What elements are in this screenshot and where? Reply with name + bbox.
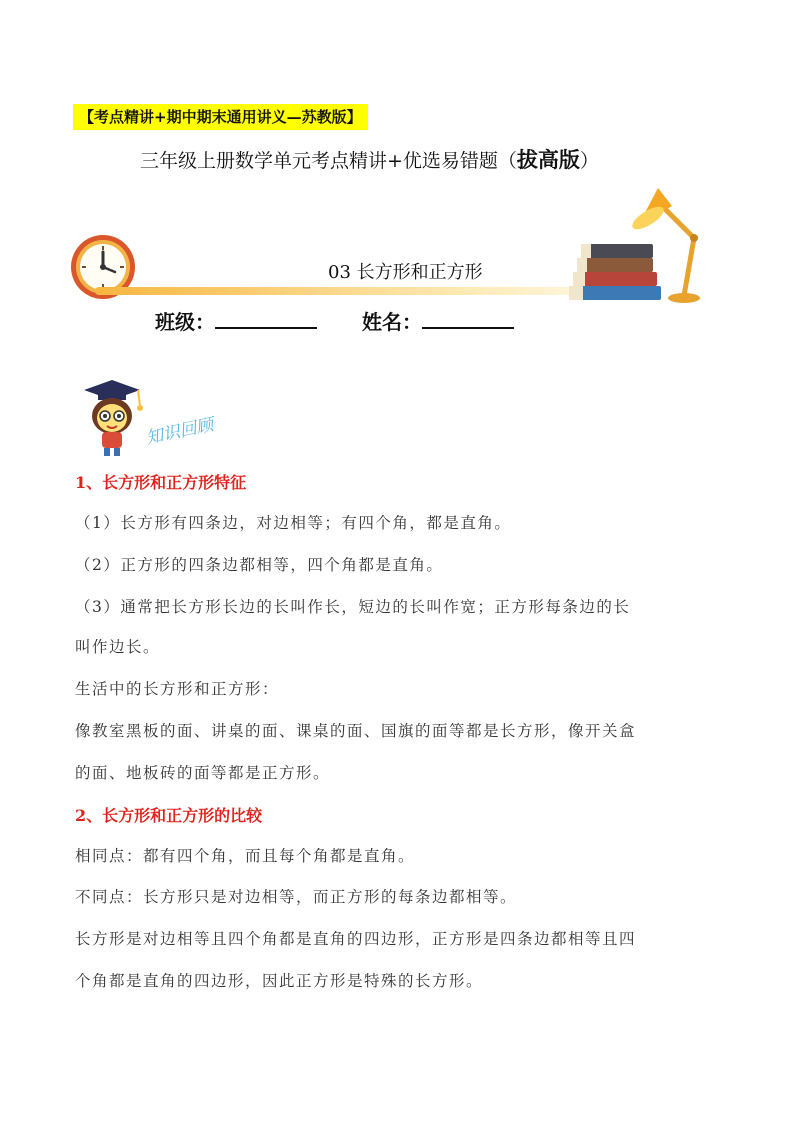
class-blank[interactable] [215, 307, 317, 329]
section1-line-2: （2）正方形的四条边都相等，四个角都是直角。 [75, 556, 444, 574]
section1-line-3b: 叫作边长。 [75, 638, 161, 656]
desk-lamp-icon [618, 182, 708, 304]
class-field [155, 306, 317, 335]
page-title [140, 146, 599, 175]
section2-line-3b: 个角都是直角的四边形，因此正方形是特殊的长方形。 [75, 972, 484, 990]
section1-line-1: （1）长方形有四条边，对边相等；有四个角，都是直角。 [75, 514, 512, 532]
name-field [362, 306, 514, 335]
knowledge-review-label: 知识回顾 [144, 415, 216, 449]
student-mascot-icon [78, 378, 148, 458]
section1-line-3a: （3）通常把长方形长边的长叫作长，短边的长叫作宽；正方形每条边的长 [75, 598, 631, 616]
section2-line-3a: 长方形是对边相等且四个角都是直角的四边形，正方形是四条边都相等且四 [75, 930, 637, 948]
banner-line [95, 287, 590, 295]
page-title-main: 三年级上册数学单元考点精讲+优选易错题（ [140, 150, 517, 172]
section1-line-4: 生活中的长方形和正方形： [75, 680, 280, 698]
class-label: 班级： [155, 310, 215, 334]
name-blank[interactable] [422, 307, 514, 329]
section1-line-5a: 像教室黑板的面、讲桌的面、课桌的面、国旗的面等都是长方形，像开关盒 [75, 722, 637, 740]
section1-line-5b: 的面、地板砖的面等都是正方形。 [75, 764, 331, 782]
page-title-end: ） [579, 150, 599, 172]
unit-title: 03 长方形和正方形 [328, 262, 483, 283]
name-label: 姓名： [362, 310, 422, 334]
page-title-highlight: 拔高版 [516, 147, 580, 172]
section2-line-1: 相同点：都有四个角，而且每个角都是直角。 [75, 847, 416, 865]
section-heading-2: 2、长方形和正方形的比较 [75, 806, 263, 825]
section2-line-2: 不同点：长方形只是对边相等，而正方形的每条边都相等。 [75, 888, 518, 906]
header-tag: 【考点精讲+期中期末通用讲义—苏教版】 [73, 104, 368, 130]
section-heading-1: 1、长方形和正方形特征 [75, 473, 247, 492]
